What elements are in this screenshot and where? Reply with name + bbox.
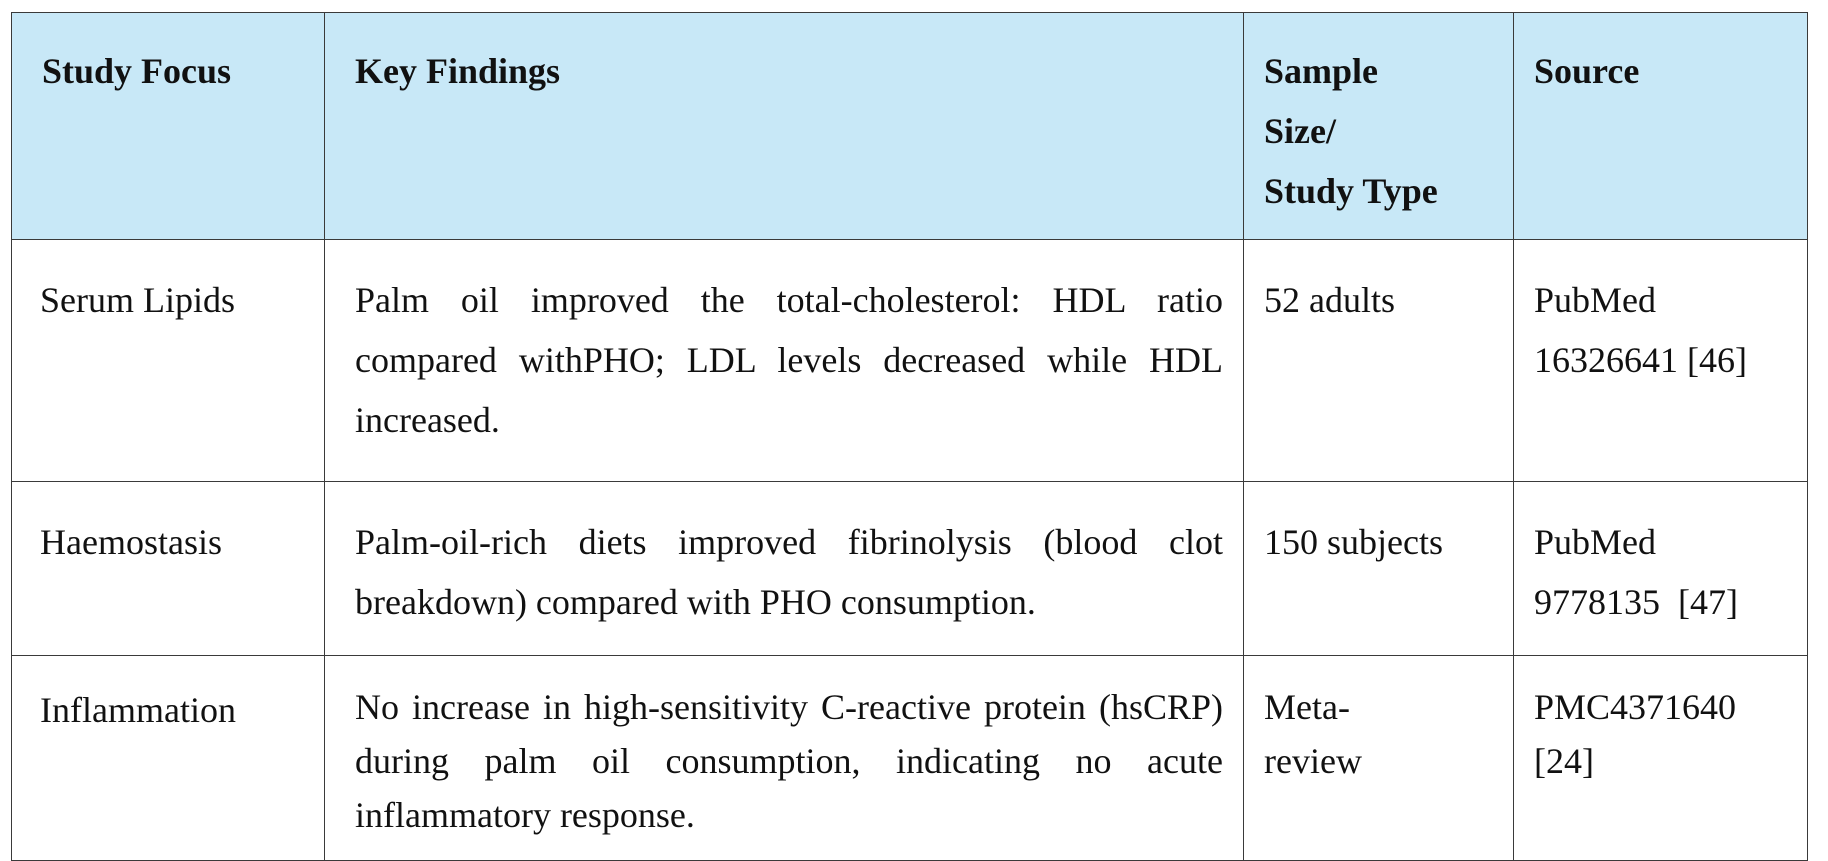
cell-key-findings: Palm oil improved the total-cholesterol: HDL ratio compared withPHO; LDL levels decreased while HDL increased. <box>325 240 1244 482</box>
header-key-findings: Key Findings <box>325 13 1244 240</box>
header-study-focus: Study Focus <box>12 13 325 240</box>
cell-study-focus: Serum Lipids <box>12 240 325 482</box>
cell-sample <box>1244 656 1514 861</box>
source-line-2: 16326641 [46] <box>1534 340 1747 380</box>
cell-sample: 52 adults <box>1244 240 1514 482</box>
header-sample-size <box>1244 13 1514 240</box>
source-line-1: PMC4371640 <box>1534 687 1737 727</box>
cell-source <box>1514 656 1808 861</box>
cell-sample: 150 subjects <box>1244 482 1514 656</box>
source-line-1: PubMed <box>1534 280 1657 320</box>
header-sample-line-2: Size/ <box>1264 111 1336 151</box>
sample-line-2: review <box>1264 741 1362 781</box>
table-row <box>12 482 1808 656</box>
cell-study-focus: Inflammation <box>12 656 325 861</box>
cell-study-focus: Haemostasis <box>12 482 325 656</box>
cell-source <box>1514 482 1808 656</box>
table-header <box>12 13 1808 240</box>
header-sample-line-3: Study Type <box>1264 171 1438 211</box>
cell-key-findings: No increase in high-sensitivity C-reactive protein (hsCRP) during palm oil consumption, indicating no acute inflammatory response. <box>325 656 1244 861</box>
table-row <box>12 240 1808 482</box>
cell-key-findings: Palm-oil-rich diets improved fibrinolysis (blood clot breakdown) compared with PHO consumption. <box>325 482 1244 656</box>
sample-line-1: Meta- <box>1264 687 1350 727</box>
source-line-1: PubMed <box>1534 522 1657 562</box>
cell-source <box>1514 240 1808 482</box>
source-line-2: [24] <box>1534 741 1594 781</box>
header-sample-line-1: Sample <box>1264 51 1379 91</box>
study-table <box>11 12 1808 861</box>
table-row <box>12 656 1808 861</box>
source-line-2: 9778135 [47] <box>1534 582 1738 622</box>
table-body <box>12 240 1808 861</box>
header-source: Source <box>1514 13 1808 240</box>
header-row <box>12 13 1808 240</box>
